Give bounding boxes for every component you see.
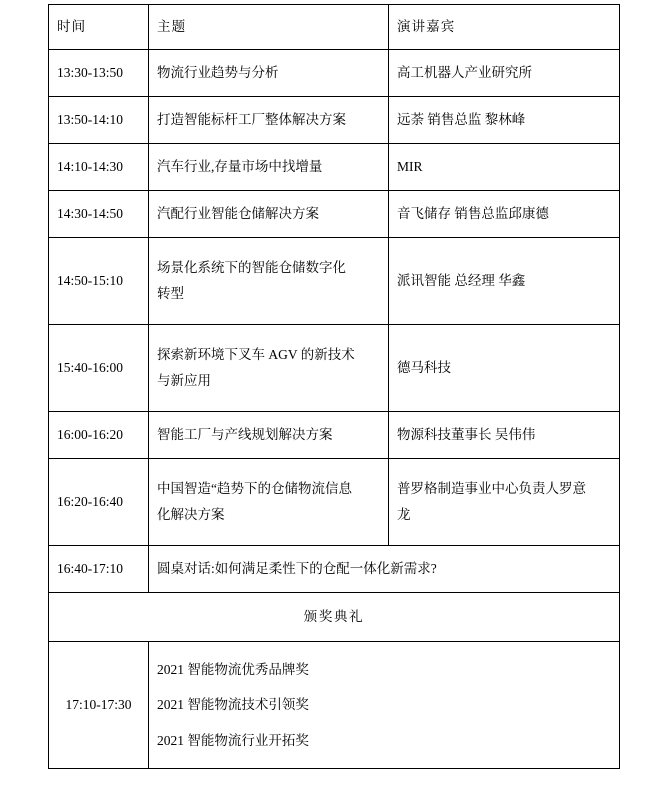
table-row xyxy=(49,412,620,459)
session-guest-line: 龙 xyxy=(397,507,411,522)
session-time: 16:20-16:40 xyxy=(49,459,149,546)
session-guest: MIR xyxy=(389,144,620,191)
session-guest: 音飞储存 销售总监邱康德 xyxy=(389,191,620,238)
session-guest-line: 普罗格制造事业中心负责人罗意 xyxy=(397,480,586,496)
table-row xyxy=(49,97,620,144)
session-topic-line: 中国智造“趋势下的仓储物流信息 xyxy=(157,480,352,496)
session-guest xyxy=(389,459,620,546)
session-topic: 汽配行业智能仓储解决方案 xyxy=(149,191,389,238)
award-time: 17:10-17:30 xyxy=(49,642,149,769)
award-list xyxy=(149,642,620,769)
session-time: 14:50-15:10 xyxy=(49,238,149,325)
roundtable-time: 16:40-17:10 xyxy=(49,546,149,593)
session-guest: 物源科技董事长 吴伟伟 xyxy=(389,412,620,459)
roundtable-topic: 圆桌对话:如何满足柔性下的仓配一体化新需求? xyxy=(149,546,620,593)
session-time: 13:30-13:50 xyxy=(49,50,149,97)
session-topic: 物流行业趋势与分析 xyxy=(149,50,389,97)
table-header-row xyxy=(49,5,620,50)
table-row xyxy=(49,238,620,325)
session-time: 15:40-16:00 xyxy=(49,325,149,412)
session-topic xyxy=(149,238,389,325)
session-topic-line: 探索新环境下叉车 AGV 的新技术 xyxy=(157,346,355,362)
schedule-table xyxy=(48,4,620,769)
session-topic: 智能工厂与产线规划解决方案 xyxy=(149,412,389,459)
award-ceremony-title: 颁奖典礼 xyxy=(49,593,620,642)
table-row xyxy=(49,144,620,191)
table-row xyxy=(49,50,620,97)
column-header-topic: 主题 xyxy=(149,5,389,50)
session-time: 16:00-16:20 xyxy=(49,412,149,459)
session-topic xyxy=(149,325,389,412)
session-topic-line: 转型 xyxy=(157,286,184,301)
award-list-row xyxy=(49,642,620,769)
session-time: 14:10-14:30 xyxy=(49,144,149,191)
roundtable-row xyxy=(49,546,620,593)
award-item: 2021 智能物流优秀品牌奖 xyxy=(157,662,309,678)
column-header-guest: 演讲嘉宾 xyxy=(389,5,620,50)
award-item: 2021 智能物流技术引领奖 xyxy=(157,697,309,713)
session-time: 13:50-14:10 xyxy=(49,97,149,144)
session-guest: 派讯智能 总经理 华鑫 xyxy=(389,238,620,325)
session-topic xyxy=(149,459,389,546)
session-topic: 汽车行业,存量市场中找增量 xyxy=(149,144,389,191)
column-header-time: 时间 xyxy=(49,5,149,50)
session-guest: 高工机器人产业研究所 xyxy=(389,50,620,97)
session-guest: 远荼 销售总监 黎林峰 xyxy=(389,97,620,144)
award-item: 2021 智能物流行业开拓奖 xyxy=(157,732,309,748)
session-guest: 德马科技 xyxy=(389,325,620,412)
table-row xyxy=(49,191,620,238)
session-time: 14:30-14:50 xyxy=(49,191,149,238)
table-row xyxy=(49,459,620,546)
session-topic-line: 与新应用 xyxy=(157,373,211,388)
award-ceremony-title-row xyxy=(49,593,620,642)
session-topic-line: 场景化系统下的智能仓储数字化 xyxy=(157,259,346,275)
schedule-table-container xyxy=(48,4,619,769)
session-topic: 打造智能标杆工厂整体解决方案 xyxy=(149,97,389,144)
session-topic-line: 化解决方案 xyxy=(157,507,225,522)
table-row xyxy=(49,325,620,412)
